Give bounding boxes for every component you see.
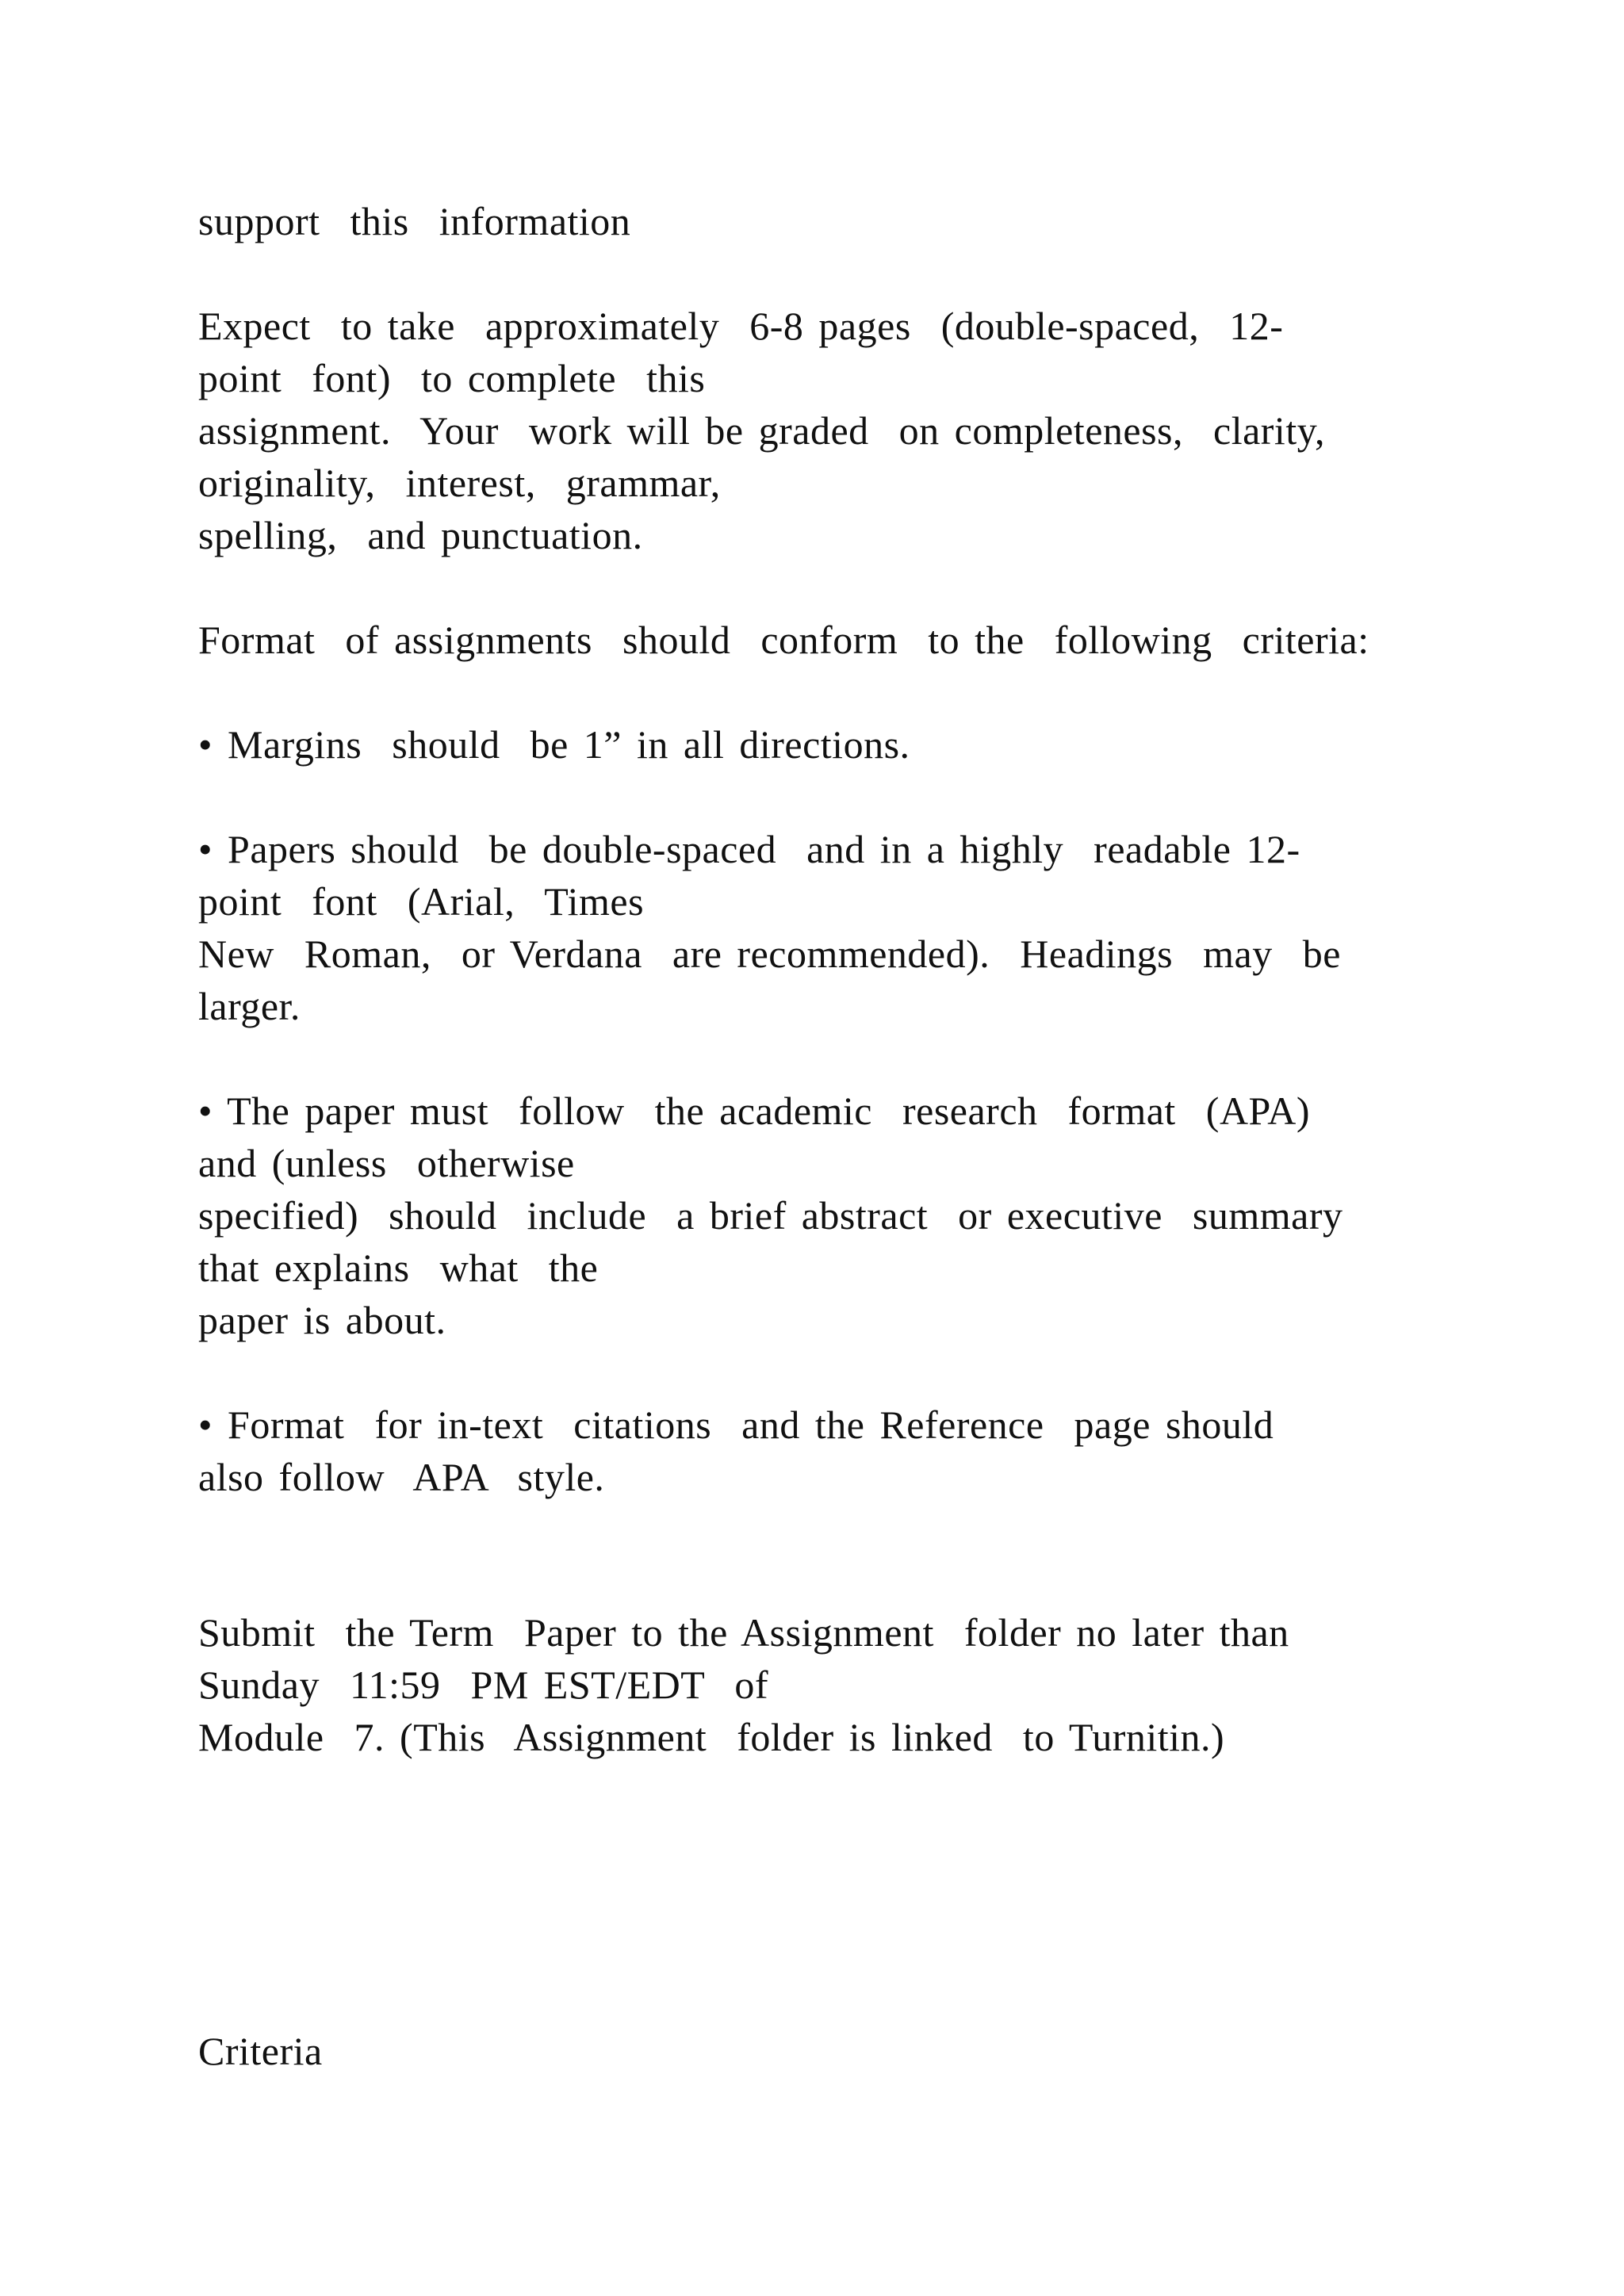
text-line: Expect to take approximately 6-8 pages (double-spaced, 12- — [198, 304, 1284, 348]
text-line: spelling, and punctuation. — [198, 513, 643, 557]
text-line: also follow APA style. — [198, 1455, 605, 1499]
bullet-item: • Format for in-text citations and the Reference page should — [198, 1402, 1274, 1447]
bullet-item: • Papers should be double-spaced and in a highly readable 12- — [198, 827, 1300, 871]
text-line: that explains what the — [198, 1246, 599, 1290]
text-line: point font) to complete this — [198, 356, 706, 400]
text-line: Format of assignments should conform to the following criteria: — [198, 618, 1369, 662]
text-line: specified) should include a brief abstract or executive summary — [198, 1193, 1343, 1238]
text-line: larger. — [198, 984, 301, 1028]
text-line: New Roman, or Verdana are recommended). Headings may be — [198, 932, 1341, 976]
text-line: point font (Arial, Times — [198, 879, 645, 924]
text-line: support this information — [198, 199, 631, 243]
text-line: Module 7. (This Assignment folder is linked to Turnitin.) — [198, 1715, 1225, 1759]
text-line: assignment. Your work will be graded on completeness, clarity, — [198, 408, 1325, 453]
bullet-item: • Margins should be 1” in all directions. — [198, 722, 910, 767]
text-line: paper is about. — [198, 1298, 446, 1342]
text-line: and (unless otherwise — [198, 1141, 575, 1185]
text-line: Submit the Term Paper to the Assignment folder no later than — [198, 1610, 1289, 1655]
text-line: Sunday 11:59 PM EST/EDT of — [198, 1663, 769, 1707]
bullet-item: • The paper must follow the academic research format (APA) — [198, 1089, 1311, 1133]
text-line: originality, interest, grammar, — [198, 461, 721, 505]
section-heading: Criteria — [198, 2029, 323, 2073]
